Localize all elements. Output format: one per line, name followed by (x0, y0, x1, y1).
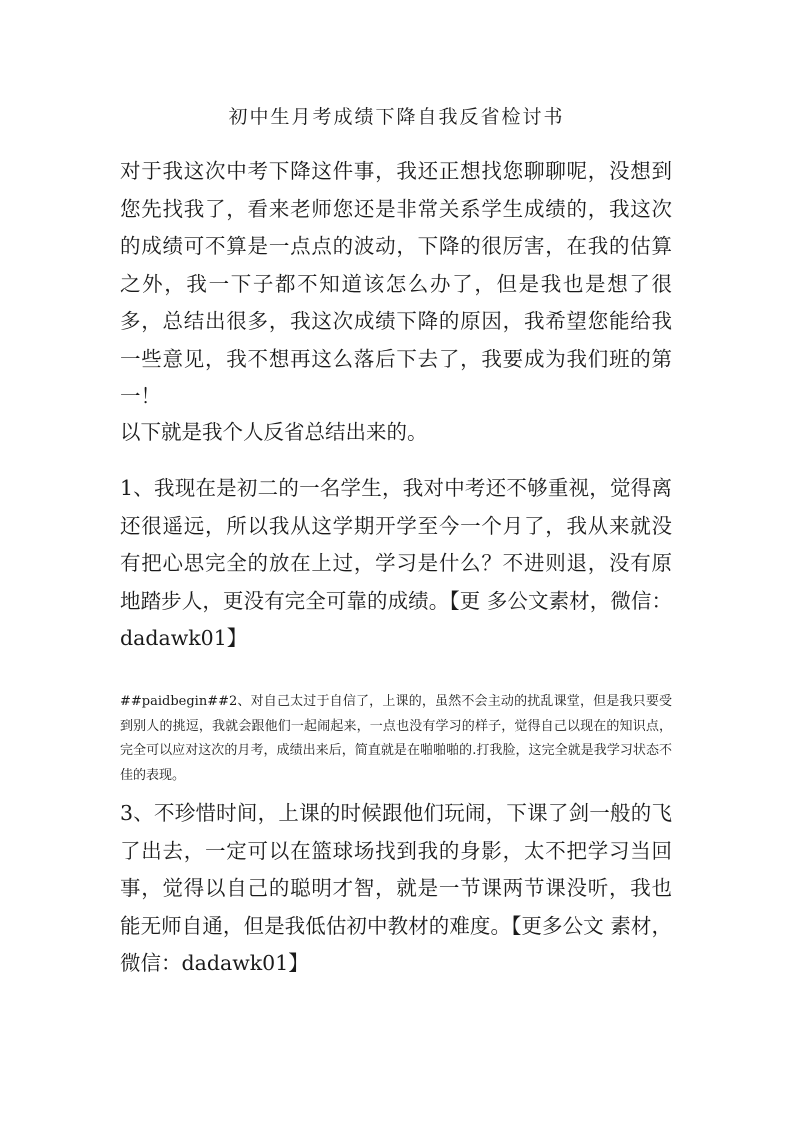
document-title: 初中生月考成绩下降自我反省检讨书 (228, 106, 565, 128)
paragraph-point-2: ##paidbegin##2、对自己太过于自信了，上课的，虽然不会主动的扰乱课堂，但是我只要受到别人的挑逗，我就会跟他们一起闹起来，一点也没有学习的样子，觉得自己以现在的知识点，完全可以应对这次的月考，成绩出来后，简直就是在啪啪啪的.打我脸，这完全就是我学习状态不佳的表现。 (120, 694, 672, 783)
paragraph-point-3: 3、不珍惜时间，上课的时候跟他们玩闹，下课了剑一般的飞了出去，一定可以在篮球场找到我的身影，太不把学习当回事，觉得以自己的聪明才智，就是一节课两节课没听，我也能无师自通，但是我低估初中教材的难度。【更多公文 素材，微信：dadawk01】 (120, 801, 672, 975)
paragraph-summary-lead: 以下就是我个人反省总结出来的。 (120, 420, 428, 444)
paragraph-point-1: 1、我现在是初二的一名学生，我对中考还不够重视，觉得离还很遥远，所以我从这学期开学至今一个月了，我从来就没有把心思完全的放在上过，学习是什么？不进则退，没有原地踏步人，更没有完全可靠的成绩。【更 多公文素材，微信：dadawk01】 (120, 476, 672, 650)
paragraph-intro: 对于我这次中考下降这件事，我还正想找您聊聊呢，没想到您先找我了，看来老师您还是非常关系学生成绩的，我这次的成绩可不算是一点点的波动，下降的很厉害，在我的估算之外，我一下子都不知道该怎么办了，但是我也是想了很多，总结出很多，我这次成绩下降的原因，我希望您能给我一些意见，我不想再这么落后下去了，我要成为我们班的第一！ (120, 159, 672, 408)
